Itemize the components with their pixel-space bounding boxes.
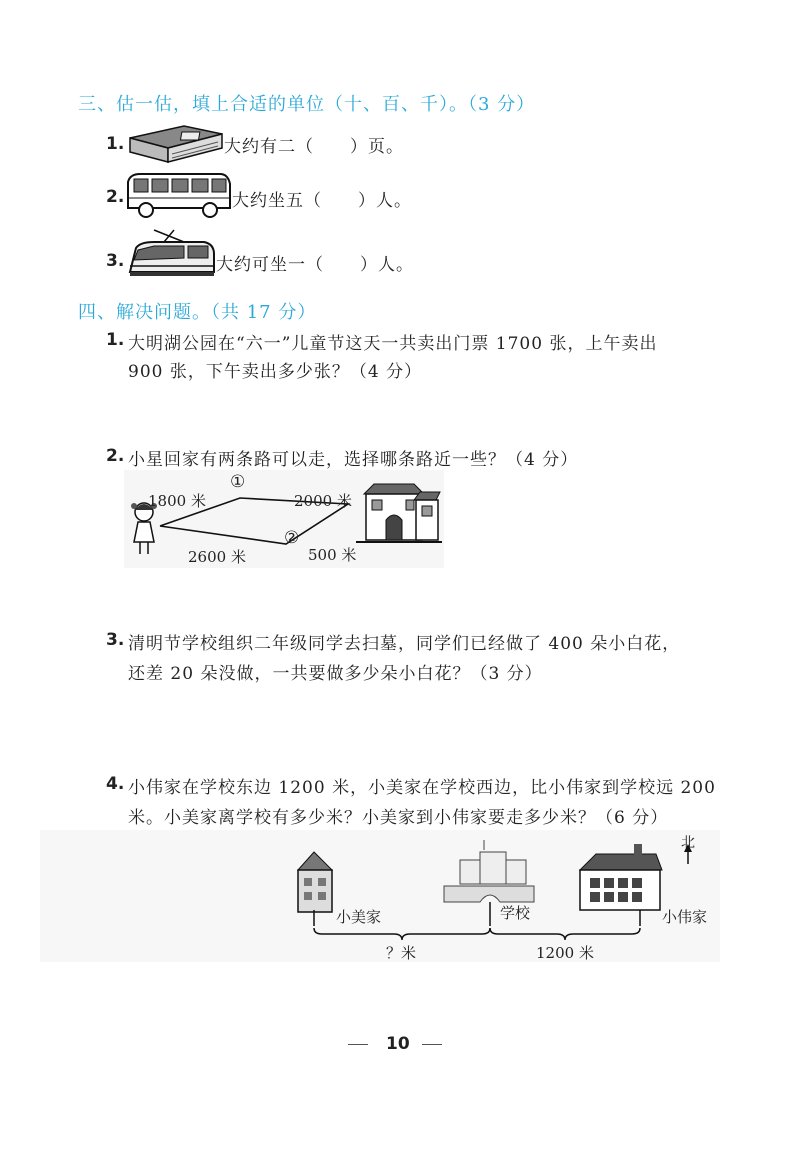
known-distance-label: 1200 米	[536, 944, 594, 962]
item-text: 大约坐五（ ）人。	[232, 191, 412, 211]
xiaomei-label: 小美家	[336, 908, 382, 926]
xiaowei-label: 小伟家	[662, 908, 708, 926]
footer-dash-left	[348, 1044, 368, 1045]
q4-number: 4.	[106, 774, 125, 794]
page-number: 10	[386, 1034, 410, 1054]
route-2-marker: ②	[284, 528, 300, 548]
distance-label: 500 米	[308, 546, 357, 564]
q2-line1: 小星回家有两条路可以走，选择哪条路近一些？（4 分）	[128, 450, 579, 470]
section-4-title: 四、解决问题。（共 17 分）	[78, 302, 317, 323]
train-icon	[124, 228, 216, 280]
school-label: 学校	[500, 904, 531, 922]
distance-label: 1800 米	[148, 492, 206, 510]
q3-line2: 还差 20 朵没做，一共要做多少朵小白花？（3 分）	[128, 664, 543, 684]
q1-number: 1.	[106, 330, 125, 350]
item-number: 2.	[106, 187, 125, 207]
q2-number: 2.	[106, 446, 125, 466]
route-1-marker: ①	[230, 472, 246, 492]
map-diagram	[40, 830, 720, 964]
item-number: 1.	[106, 134, 125, 154]
distance-label: 2000 米	[294, 492, 352, 510]
q4-line2: 米。小美家离学校有多少米？小美家到小伟家要走多少米？（6 分）	[128, 808, 669, 828]
item-text: 大约可坐一（ ）人。	[216, 255, 414, 275]
q3-line1: 清明节学校组织二年级同学去扫墓，同学们已经做了 400 朵小白花，	[128, 634, 681, 654]
route-diagram	[124, 470, 444, 570]
book-icon	[124, 120, 224, 166]
item-text: 大约有二（ ）页。	[224, 137, 404, 157]
q4-line1: 小伟家在学校东边 1200 米，小美家在学校西边，比小伟家到学校远 200	[128, 778, 716, 798]
q1-line2: 900 张，下午卖出多少张？（4 分）	[128, 362, 423, 382]
q3-number: 3.	[106, 630, 125, 650]
q1-line1: 大明湖公园在“六一”儿童节这天一共卖出门票 1700 张，上午卖出	[128, 334, 658, 354]
north-label: 北	[681, 835, 695, 851]
bus-icon	[124, 170, 232, 220]
item-number: 3.	[106, 251, 125, 271]
distance-label: 2600 米	[188, 548, 246, 566]
footer-dash-right	[422, 1044, 442, 1045]
unknown-distance-label: ？米	[386, 944, 417, 962]
house-icon	[356, 484, 442, 542]
section-3-title: 三、估一估，填上合适的单位（十、百、千）。（3 分）	[78, 94, 536, 115]
